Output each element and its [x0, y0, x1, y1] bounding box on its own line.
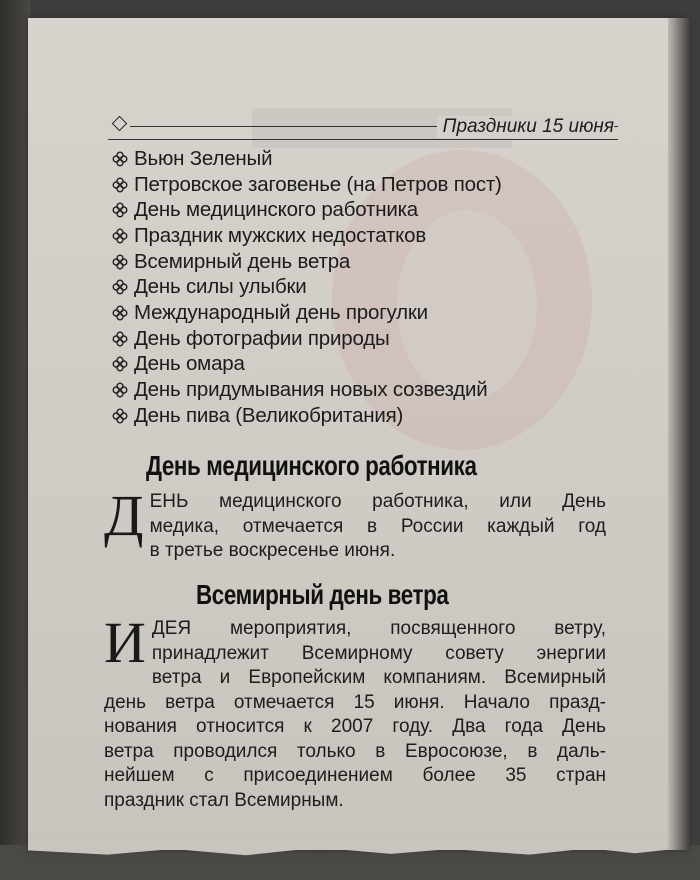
holiday-label: День пива (Великобритания): [134, 403, 404, 427]
drop-cap: И: [104, 610, 146, 675]
article-medic: [104, 483, 606, 564]
background-left: [0, 0, 30, 880]
drop-cap: Д: [104, 483, 144, 548]
page-title: Праздники 15 июня: [437, 116, 614, 138]
flower-bullet-icon: [112, 408, 128, 424]
list-item: [112, 377, 502, 403]
flower-bullet-icon: [112, 202, 128, 218]
holiday-label: Всемирный день ветра: [134, 249, 351, 273]
article-line: принадлежит Всемирному совету энергии: [151, 642, 606, 664]
list-item: [112, 352, 502, 378]
holiday-label: День фотографии природы: [134, 326, 390, 350]
list-item: [112, 249, 502, 275]
clipping-shadow-edge: [668, 18, 690, 850]
holiday-label: День медицинского работника: [134, 198, 419, 222]
article-line: ЕНЬ медицинского работника, или День: [149, 491, 606, 512]
article-line: ветра и Европейским компаниям. Всемирный: [151, 667, 606, 688]
flower-bullet-icon: [112, 151, 128, 167]
article-line: нейшем с присоединением более 35 стран: [104, 765, 606, 786]
article-line: нования относится к 2007 году. Два года День: [104, 716, 606, 737]
article-line: медика, отмечается в России каждый год: [149, 515, 606, 537]
holiday-list: [112, 146, 502, 429]
article-line: праздник стал Всемирным.: [104, 789, 344, 811]
section-header: [108, 112, 618, 142]
header-underline: [108, 139, 618, 140]
list-item: [112, 300, 502, 326]
list-item: [112, 326, 502, 352]
flower-bullet-icon: [112, 382, 128, 398]
article-heading-medic: День медицинского работника: [146, 450, 477, 481]
list-item: [112, 223, 502, 249]
flower-bullet-icon: [112, 305, 128, 321]
holiday-label: День омара: [134, 352, 245, 376]
flower-bullet-icon: [112, 331, 128, 347]
article-line: ДЕЯ мероприятия, посвященного ветру,: [151, 618, 606, 639]
list-item: [112, 274, 502, 300]
article-heading-wind: Всемирный день ветра: [196, 579, 449, 610]
list-item: [112, 146, 502, 172]
holiday-label: День придумывания новых созвездий: [134, 378, 488, 402]
holiday-label: День силы улыбки: [134, 275, 307, 299]
flower-bullet-icon: [112, 254, 128, 270]
flower-bullet-icon: [112, 279, 128, 295]
holiday-label: Праздник мужских недостатков: [134, 223, 427, 247]
diamond-icon: [112, 116, 128, 132]
article-line: ветра проводился только в Евросоюзе, в даль-: [104, 740, 606, 762]
holiday-label: Международный день прогулки: [134, 300, 428, 324]
list-item: [112, 403, 502, 429]
flower-bullet-icon: [112, 356, 128, 372]
flower-bullet-icon: [112, 177, 128, 193]
holiday-label: Петровское заговенье (на Петров пост): [134, 172, 502, 196]
holiday-label: Вьюн Зеленый: [134, 146, 273, 170]
list-item: [112, 172, 502, 198]
article-line: в третье воскресенье июня.: [149, 540, 396, 561]
article-line: день ветра отмечается 15 июня. Начало празд-: [104, 691, 606, 713]
article-wind: [104, 610, 606, 813]
list-item: [112, 197, 502, 223]
flower-bullet-icon: [112, 228, 128, 244]
